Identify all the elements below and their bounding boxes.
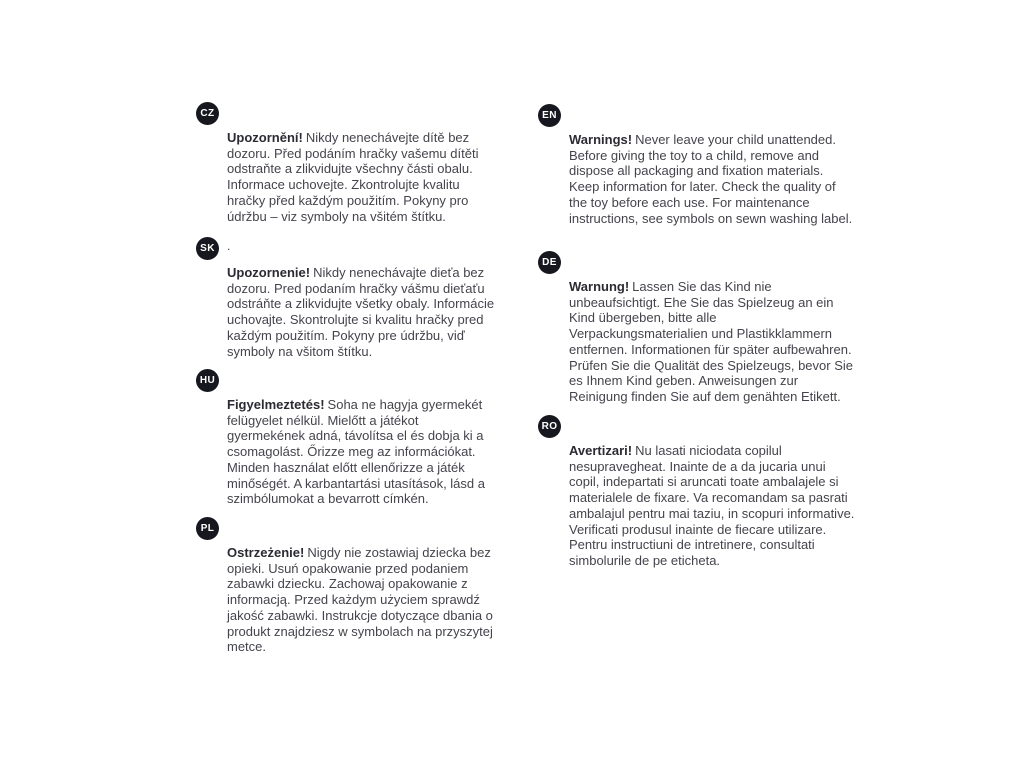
warning-title-pl: Ostrzeżenie! xyxy=(227,545,305,560)
language-badge-hu: HU xyxy=(196,369,219,392)
warning-text-hu xyxy=(227,397,495,507)
warning-body-en: Never leave your child unattended. Before giving the toy to a child, remove and dispose all packaging and fixation materials. Keep information for later. Check the quality of the toy before each use. For maintenance instructions, see symbols on sewn washing label. xyxy=(569,132,853,226)
warning-section-cz xyxy=(196,102,495,224)
warning-section-sk xyxy=(196,237,495,359)
warning-section-pl xyxy=(196,517,495,655)
warning-text-en xyxy=(569,132,855,226)
warning-body-pl: Nigdy nie zostawiaj dziecka bez opieki. Usuń opakowanie przed podaniem zabawki dziecku. Zachowaj opakowanie z informacją. Przed każdym użyciem sprawdź jakość zabawki. Instrukcje dotyczące dbania o produkt znajdziesz w symbolach na przyszytej metce. xyxy=(227,545,493,655)
warning-text-ro xyxy=(569,443,855,569)
language-badge-pl: PL xyxy=(196,517,219,540)
warning-section-ro xyxy=(538,415,855,569)
warning-body-sk: Nikdy nenechávajte dieťa bez dozoru. Pred podaním hračky vášmu dieťaťu odstráňte a zlikvidujte všetky obaly. Informácie uchovajte. Skontrolujte si kvalitu hračky pred každým použitím. Pokyny pre údržbu, viď symboly na všitom štítku. xyxy=(227,265,495,359)
warning-text-cz xyxy=(227,130,495,224)
warning-title-de: Warnung! xyxy=(569,279,630,294)
warning-section-de xyxy=(538,251,855,405)
language-badge-cz: CZ xyxy=(196,102,219,125)
language-badge-sk: SK xyxy=(196,237,219,260)
warning-text-pl xyxy=(227,545,495,655)
warning-body-ro: Nu lasati niciodata copilul nesupravegheat. Inainte de a da jucaria unui copil, indepartati si aruncati toate ambalajele si materialele de fixare. Va recomandam sa pasrati ambalajul pentru mai taziu, in scopuri informative. Verificati produsul inainte de fiecare utilizare. Pentru instructiuni de intretinere, consultati simbolurile de pe eticheta. xyxy=(569,443,855,568)
warning-text-sk xyxy=(227,265,495,359)
warning-body-hu: Soha ne hagyja gyermekét felügyelet nélkül. Mielőtt a játékot gyermekének adná, távolítsa el és dobja ki a csomagolást. Őrizze meg az információkat. Minden használat előtt ellenőrizze a játék minőségét. A karbantartási utasítások, lásd a szimbólumokat a bevarrott címkén. xyxy=(227,397,485,507)
language-badge-en: EN xyxy=(538,104,561,127)
stray-dot: . xyxy=(227,239,231,253)
warning-title-ro: Avertizari! xyxy=(569,443,633,458)
warning-title-cz: Upozornění! xyxy=(227,130,303,145)
language-badge-de: DE xyxy=(538,251,561,274)
warning-body-cz: Nikdy nenechávejte dítě bez dozoru. Před podáním hračky vašemu dítěti odstraňte a zlikvidujte všechny části obalu. Informace uchovejte. Zkontrolujte kvalitu hračky před každým použitím. Pokyny pro údržbu – viz symboly na všitém štítku. xyxy=(227,130,479,224)
warning-section-hu xyxy=(196,369,495,507)
warning-section-en xyxy=(538,104,855,226)
language-badge-ro: RO xyxy=(538,415,561,438)
warning-body-de: Lassen Sie das Kind nie unbeaufsichtigt. Ehe Sie das Spielzeug an ein Kind übergeben, bitte alle Verpackungsmaterialien und Plastikklammern entfernen. Informationen für später aufbewahren. Prüfen Sie die Qualität des Spielzeugs, bevor Sie es Ihnem Kind geben. Anweisungen zur Reinigung finden Sie auf dem genähten Etikett. xyxy=(569,279,854,404)
warning-title-sk: Upozornenie! xyxy=(227,265,311,280)
warning-title-en: Warnings! xyxy=(569,132,633,147)
warning-title-hu: Figyelmeztetés! xyxy=(227,397,325,412)
warning-text-de xyxy=(569,279,855,405)
